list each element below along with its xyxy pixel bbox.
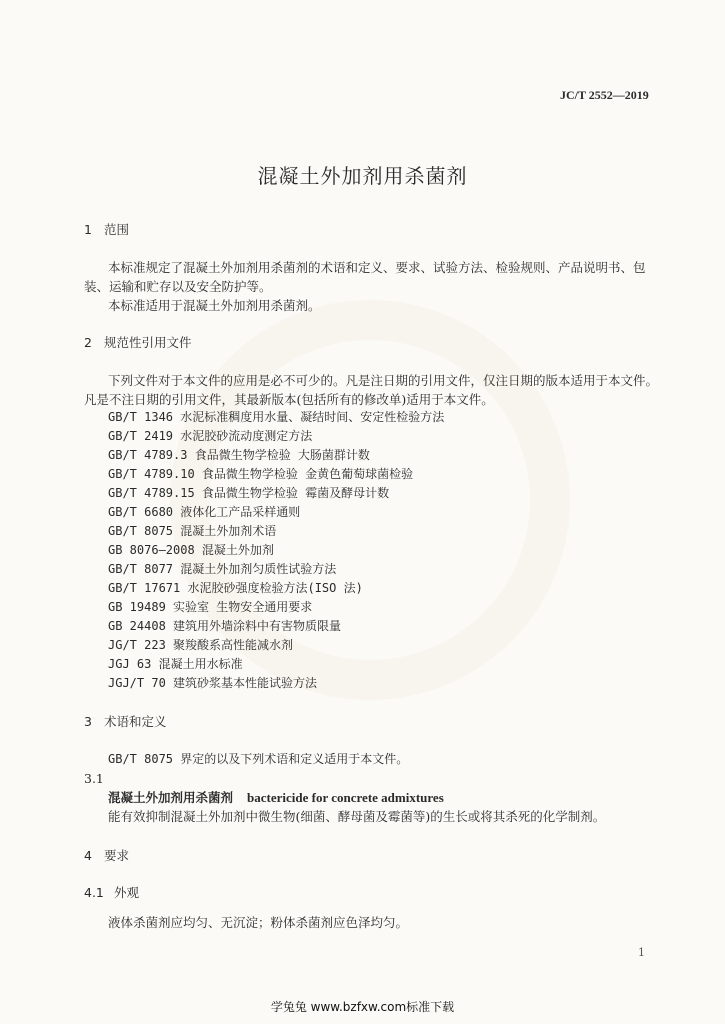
section-1-para-1-line-1: 本标准规定了混凝土外加剂用杀菌剂的术语和定义、要求、试验方法、检验规则、产品说明书、包 <box>108 260 646 275</box>
section-title: 术语和定义 <box>104 714 167 729</box>
section-number: 3 <box>84 714 92 729</box>
reference-item: GB/T 8077 混凝土外加剂匀质性试验方法 <box>108 562 337 576</box>
page-number: 1 <box>638 946 645 959</box>
section-3-para: GB/T 8075 界定的以及下列术语和定义适用于本文件。 <box>108 752 409 766</box>
subsection-4-1-para: 液体杀菌剂应均匀、无沉淀；粉体杀菌剂应色泽均匀。 <box>108 915 409 930</box>
section-number: 2 <box>84 335 92 350</box>
subsection-title: 外观 <box>114 885 140 900</box>
reference-item: GB/T 17671 水泥胶砂强度检验方法(ISO 法) <box>108 581 363 595</box>
section-1-para-2: 本标准适用于混凝土外加剂用杀菌剂。 <box>108 298 321 313</box>
section-2-para-line-1: 下列文件对于本文件的应用是必不可少的。凡是注日期的引用文件，仅注日期的版本适用于本文件。 <box>108 373 659 388</box>
subsection-4-1-heading <box>84 883 139 901</box>
term-number: 3.1 <box>84 771 104 786</box>
term-chinese: 混凝土外加剂用杀菌剂 <box>108 790 234 805</box>
section-title: 范围 <box>104 222 130 237</box>
reference-item: GB/T 4789.3 食品微生物学检验 大肠菌群计数 <box>108 448 370 462</box>
reference-item: JGJ/T 70 建筑砂浆基本性能试验方法 <box>108 676 318 690</box>
section-2-para-line-2: 凡是不注日期的引用文件，其最新版本(包括所有的修改单)适用于本文件。 <box>84 392 494 407</box>
reference-item: GB/T 8075 混凝土外加剂术语 <box>108 524 277 538</box>
reference-item: GB/T 6680 液体化工产品采样通则 <box>108 505 301 519</box>
reference-item: GB/T 2419 水泥胶砂流动度测定方法 <box>108 429 313 443</box>
reference-item: JGJ 63 混凝土用水标准 <box>108 657 243 671</box>
section-number: 4 <box>84 848 92 863</box>
section-4-heading <box>84 846 129 864</box>
section-number: 1 <box>84 222 92 237</box>
reference-item: GB 19489 实验室 生物安全通用要求 <box>108 600 313 614</box>
subsection-number: 4.1 <box>84 885 104 900</box>
standard-number: JC/T 2552—2019 <box>560 88 649 102</box>
term-heading <box>108 788 444 807</box>
reference-item: JG/T 223 聚羧酸系高性能减水剂 <box>108 638 294 652</box>
section-1-heading <box>84 220 129 238</box>
section-title: 要求 <box>104 848 130 863</box>
reference-item: GB/T 4789.15 食品微生物学检验 霉菌及酵母计数 <box>108 486 390 500</box>
term-english: bactericide for concrete admixtures <box>247 790 444 805</box>
section-3-heading <box>84 712 167 730</box>
reference-item: GB 24408 建筑用外墙涂料中有害物质限量 <box>108 619 342 633</box>
footer-watermark-text: 学兔兔 www.bzfxw.com标准下载 <box>270 1000 455 1014</box>
term-definition: 能有效抑制混凝土外加剂中微生物(细菌、酵母菌及霉菌等)的生长或将其杀死的化学制剂。 <box>108 809 606 824</box>
reference-item: GB/T 4789.10 食品微生物学检验 金黄色葡萄球菌检验 <box>108 467 414 481</box>
section-2-heading <box>84 333 192 351</box>
section-1-para-1-line-2: 装、运输和贮存以及安全防护等。 <box>84 279 272 294</box>
reference-item: GB/T 1346 水泥标准稠度用水量、凝结时间、安定性检验方法 <box>108 410 445 424</box>
document-title: 混凝土外加剂用杀菌剂 <box>257 164 468 188</box>
section-title: 规范性引用文件 <box>104 335 192 350</box>
reference-item: GB 8076—2008 混凝土外加剂 <box>108 543 274 557</box>
